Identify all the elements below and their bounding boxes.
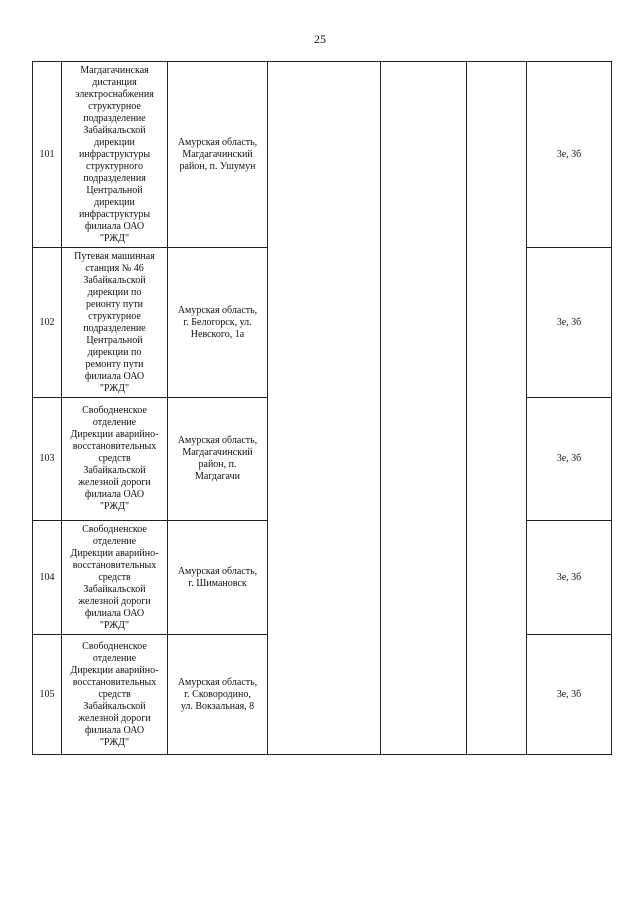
code-cell: 3е, 3б (527, 248, 612, 398)
empty-cell (268, 62, 381, 755)
code-cell: 3е, 3б (527, 521, 612, 635)
address-cell: Амурская область, г. Шимановск (168, 521, 268, 635)
row-number: 103 (33, 398, 62, 521)
objects-table (32, 61, 612, 755)
code-cell: 3е, 3б (527, 398, 612, 521)
organization-cell: Свободненское отделение Дирекции аварийно- восстановительных средств Забайкальской железной дороги филиала ОАО "РЖД" (62, 521, 168, 635)
address-cell: Амурская область, Магдагачинский район, п. Магдагачи (168, 398, 268, 521)
organization-cell: Магдагачинская дистанция электроснабжения структурное подразделение Забайкальской дирекции инфраструктуры структурного подразделения Центральной дирекции инфраструктуры филиала ОАО "РЖД" (62, 62, 168, 248)
address-cell: Амурская область, г. Сковородино, ул. Вокзальная, 8 (168, 635, 268, 755)
organization-cell: Свободненское отделение Дирекции аварийно- восстановительных средств Забайкальской железной дороги филиала ОАО "РЖД" (62, 635, 168, 755)
empty-cell (381, 62, 467, 755)
organization-cell: Путевая машинная станция № 46 Забайкальской дирекции по реионту пути структурное подразделение Центральной дирекции по ремонту пути филиала ОАО "РЖД" (62, 248, 168, 398)
address-cell: Амурская область, г. Белогорск, ул. Невского, 1а (168, 248, 268, 398)
address-cell: Амурская область, Магдагачинский район, п. Ушумун (168, 62, 268, 248)
row-number: 104 (33, 521, 62, 635)
code-cell: 3е, 3б (527, 635, 612, 755)
page-number: 25 (314, 32, 326, 46)
row-number: 101 (33, 62, 62, 248)
row-number: 102 (33, 248, 62, 398)
table-row (33, 62, 612, 248)
empty-cell (467, 62, 527, 755)
code-cell: 3е, 3б (527, 62, 612, 248)
organization-cell: Свободненское отделение Дирекции аварийно- восстановительных средств Забайкальской железной дороги филиала ОАО "РЖД" (62, 398, 168, 521)
row-number: 105 (33, 635, 62, 755)
